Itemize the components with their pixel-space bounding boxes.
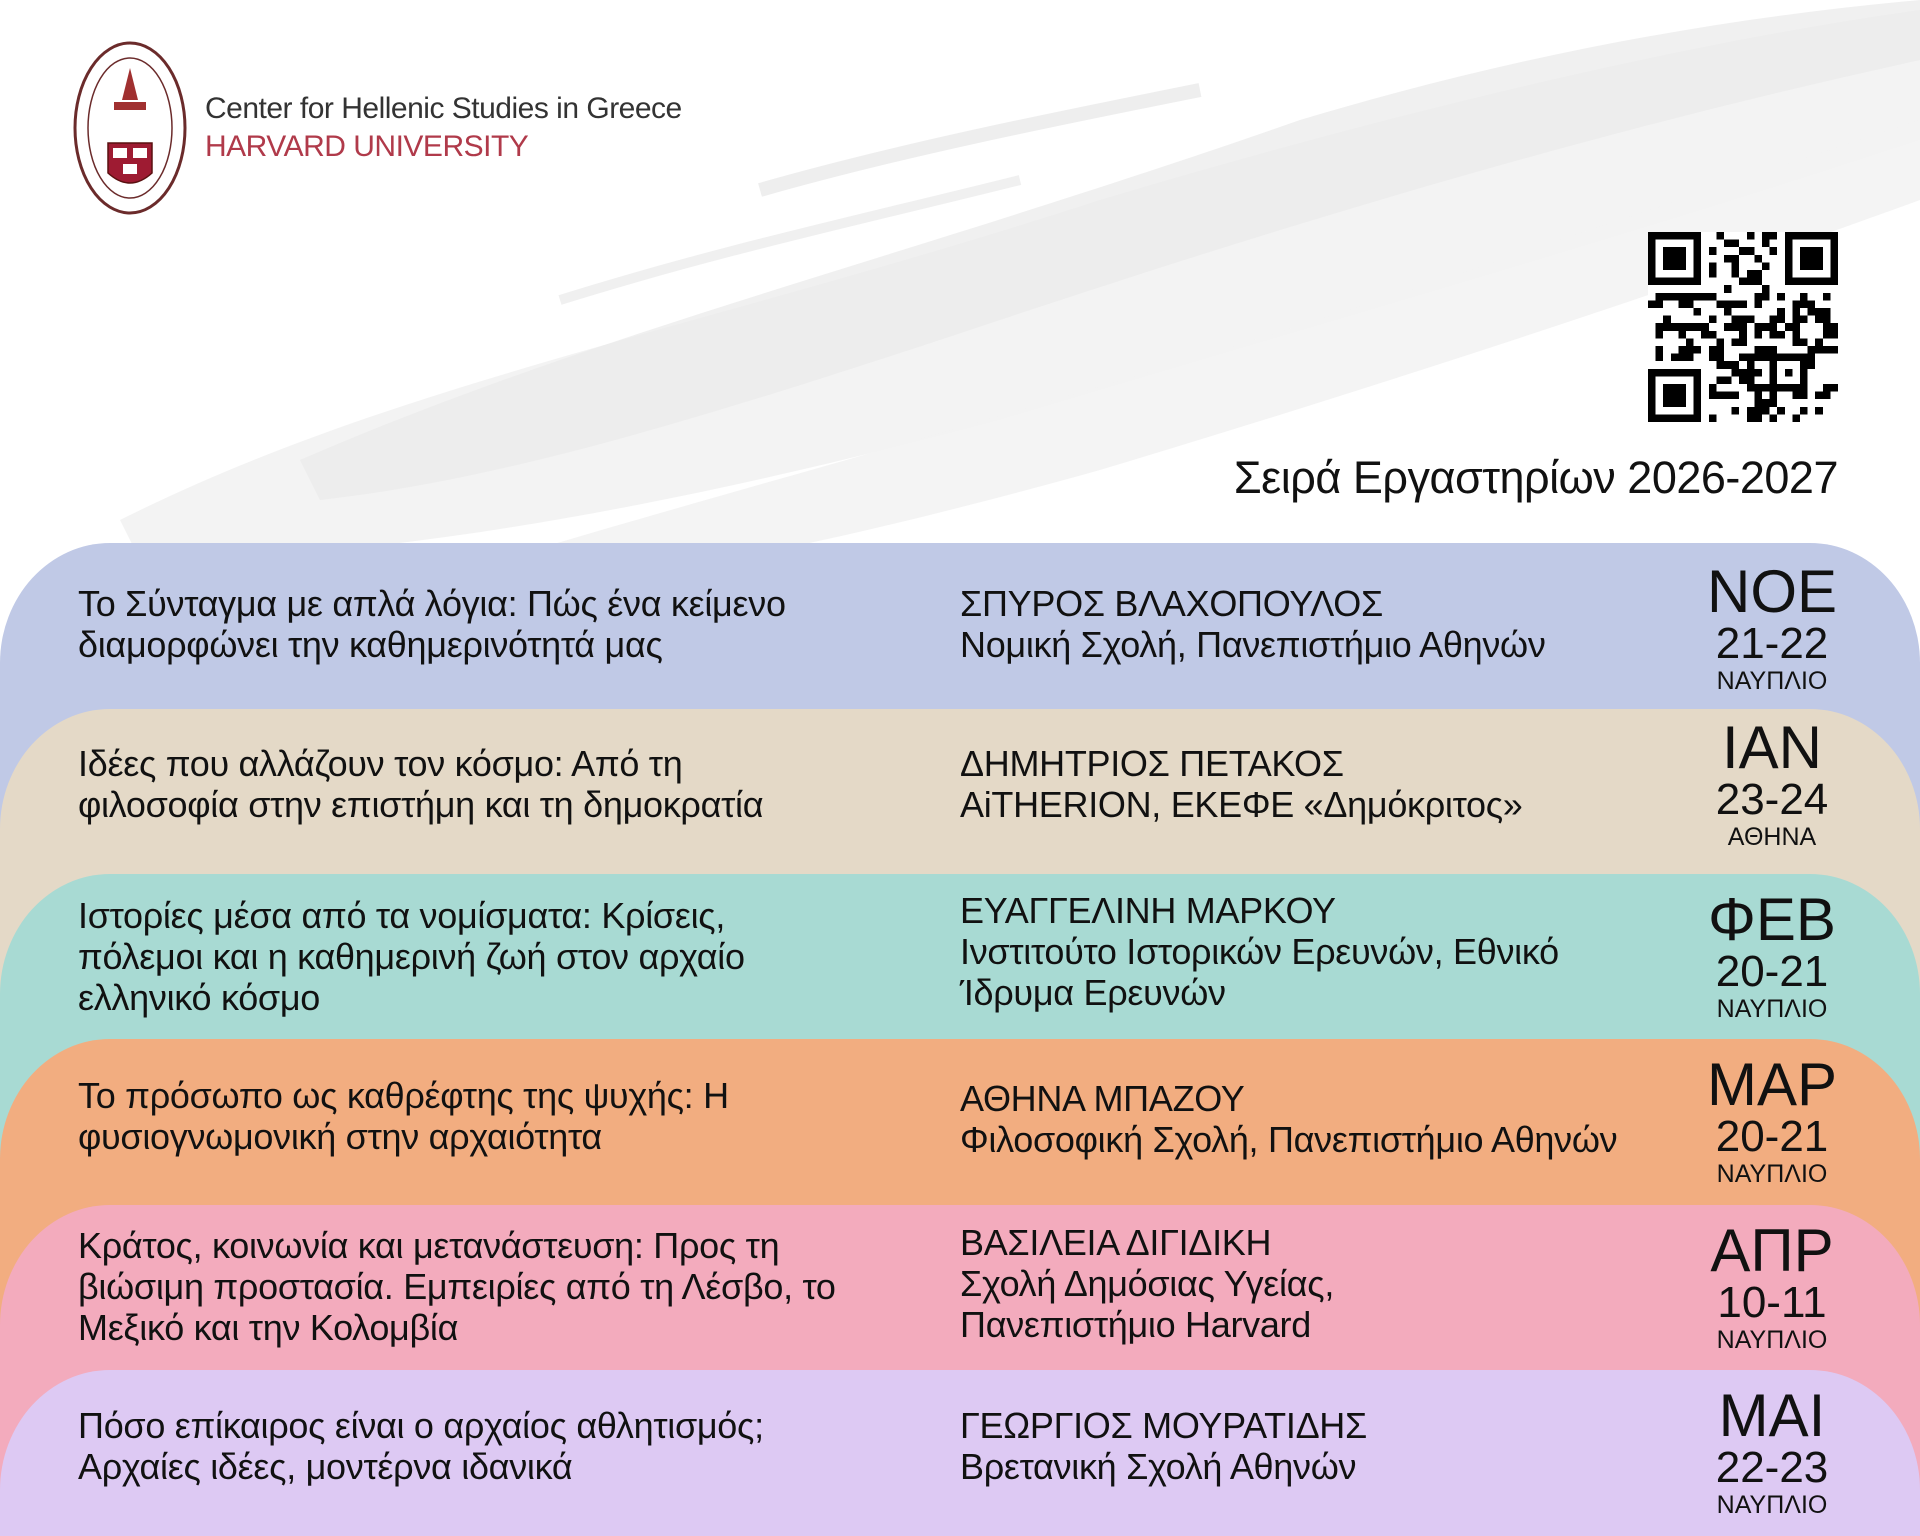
event-title-line: Ιστορίες μέσα από τα νομίσματα: Κρίσεις,: [78, 895, 726, 936]
harvard-seal-logo: [70, 38, 190, 218]
speaker-affiliation: Πανεπιστήμιο Harvard: [960, 1304, 1311, 1345]
speaker-affiliation: Ινστιτούτο Ιστορικών Ερευνών, Εθνικό: [960, 931, 1559, 972]
event-title-line: διαμορφώνει την καθημερινότητά μας: [78, 624, 663, 665]
speaker-affiliation: Ίδρυμα Ερευνών: [960, 972, 1226, 1013]
event-date: [1702, 1382, 1842, 1520]
event-title: [78, 583, 878, 665]
event-title: [78, 1225, 878, 1348]
event-place: ΑΘΗΝΑ: [1727, 823, 1817, 851]
org-name: Center for Hellenic Studies in Greece: [205, 92, 682, 125]
org-university: HARVARD UNIVERSITY: [205, 130, 529, 163]
event-days: 23-24: [1715, 775, 1829, 824]
speaker-name: ΒΑΣΙΛΕΙΑ ΔΙΓΙΔΙΚΗ: [960, 1222, 1272, 1263]
event-place: ΝΑΥΠΛΙΟ: [1716, 995, 1828, 1023]
event-title-line: Το Σύνταγμα με απλά λόγια: Πώς ένα κείμενο: [78, 583, 786, 624]
event-month: ΦΕΒ: [1708, 886, 1836, 953]
speaker-affiliation: Βρετανική Σχολή Αθηνών: [960, 1446, 1357, 1487]
event-days: 10-11: [1717, 1278, 1827, 1327]
speaker-name: ΣΠΥΡΟΣ ΒΛΑΧΟΠΟΥΛΟΣ: [960, 583, 1383, 624]
event-speaker: [960, 1078, 1680, 1160]
event-speaker: [960, 583, 1680, 665]
event-speaker: [960, 890, 1680, 1013]
event-date: [1702, 1217, 1842, 1355]
event-place: ΝΑΥΠΛΙΟ: [1716, 667, 1828, 695]
speaker-affiliation: AiTHERION, ΕΚΕΦΕ «Δημόκριτος»: [960, 784, 1523, 825]
event-speaker: [960, 1405, 1680, 1487]
event-month: ΜΑΙ: [1718, 1382, 1826, 1449]
event-month: ΙΑΝ: [1721, 714, 1823, 781]
event-title: [78, 1405, 878, 1487]
event-date: [1702, 886, 1842, 1024]
event-title-line: ελληνικό κόσμο: [78, 977, 321, 1018]
event-place: ΝΑΥΠΛΙΟ: [1716, 1326, 1828, 1354]
event-title-line: φυσιογνωμονική στην αρχαιότητα: [78, 1116, 602, 1157]
event-title-line: Μεξικό και την Κολομβία: [78, 1307, 459, 1348]
event-month: ΜΑΡ: [1706, 1051, 1838, 1118]
event-title-line: φιλοσοφία στην επιστήμη και τη δημοκρατία: [78, 784, 764, 825]
event-days: 21-22: [1715, 619, 1829, 668]
event-month: ΝΟΕ: [1706, 558, 1838, 625]
speaker-name: ΕΥΑΓΓΕΛΙΝΗ ΜΑΡΚΟΥ: [960, 890, 1336, 931]
event-days: 20-21: [1715, 1112, 1829, 1161]
event-title-line: Το πρόσωπο ως καθρέφτης της ψυχής: Η: [78, 1075, 729, 1116]
event-date: [1702, 1051, 1842, 1189]
series-title: Σειρά Εργαστηρίων 2026-2027: [1233, 452, 1838, 503]
speaker-affiliation: Σχολή Δημόσιας Υγείας,: [960, 1263, 1335, 1304]
brush-texture-background: [0, 0, 1920, 600]
event-title-line: Ιδέες που αλλάζουν τον κόσμο: Από τη: [78, 743, 683, 784]
event-title-line: Κράτος, κοινωνία και μετανάστευση: Προς τη: [78, 1225, 780, 1266]
event-title-line: πόλεμοι και η καθημερινή ζωή στον αρχαίο: [78, 936, 745, 977]
event-date: [1702, 714, 1842, 852]
speaker-affiliation: Νομική Σχολή, Πανεπιστήμιο Αθηνών: [960, 624, 1546, 665]
event-month: ΑΠΡ: [1710, 1217, 1834, 1284]
event-band: [0, 1370, 1920, 1536]
event-title-line: Αρχαίες ιδέες, μοντέρνα ιδανικά: [78, 1446, 573, 1487]
speaker-affiliation: Φιλοσοφική Σχολή, Πανεπιστήμιο Αθηνών: [960, 1119, 1618, 1160]
event-place: ΝΑΥΠΛΙΟ: [1716, 1160, 1828, 1188]
event-place: ΝΑΥΠΛΙΟ: [1716, 1491, 1828, 1519]
event-title-line: Πόσο επίκαιρος είναι ο αρχαίος αθλητισμός;: [78, 1405, 764, 1446]
event-speaker: [960, 1222, 1680, 1345]
event-title: [78, 1075, 878, 1157]
speaker-name: ΓΕΩΡΓΙΟΣ ΜΟΥΡΑΤΙΔΗΣ: [960, 1405, 1367, 1446]
event-title: [78, 895, 878, 1018]
event-days: 20-21: [1715, 947, 1829, 996]
event-title-line: βιώσιμη προστασία. Εμπειρίες από τη Λέσβο, το: [78, 1266, 836, 1307]
speaker-name: ΑΘΗΝΑ ΜΠΑΖΟΥ: [960, 1078, 1245, 1119]
event-days: 22-23: [1715, 1443, 1829, 1492]
event-speaker: [960, 743, 1680, 825]
speaker-name: ΔΗΜΗΤΡΙΟΣ ΠΕΤΑΚΟΣ: [960, 743, 1344, 784]
event-title: [78, 743, 878, 825]
event-date: [1702, 558, 1842, 696]
qr-code-icon[interactable]: [1648, 232, 1838, 422]
